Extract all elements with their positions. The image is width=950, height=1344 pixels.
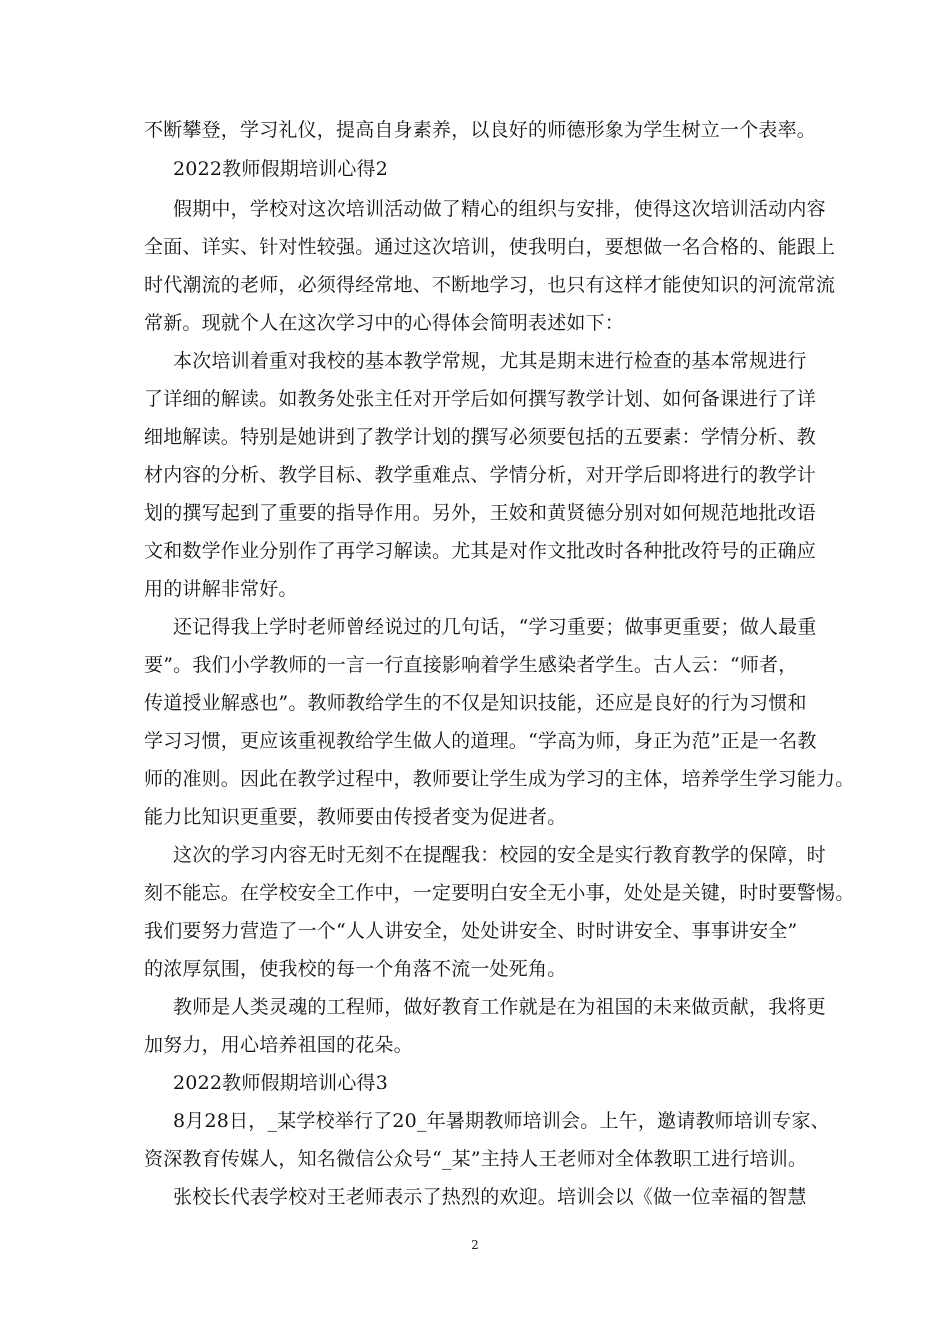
- paragraph-line: 时代潮流的老师，必须得经常地、不断地学习，也只有这样才能使知识的河流常流: [144, 274, 836, 296]
- paragraph-line: 要”。我们小学教师的一言一行直接影响着学生感染者学生。古人云：“师者，: [144, 654, 798, 676]
- paragraph-line: 加努力，用心培养祖国的花朵。: [144, 1034, 413, 1056]
- paragraph-line: 划的撰写起到了重要的指导作用。另外，王姣和黄贤德分别对如何规范地批改语: [144, 502, 817, 524]
- page-number: 2: [471, 1238, 479, 1252]
- paragraph-line: 还记得我上学时老师曾经说过的几句话，“学习重要；做事更重要；做人最重: [173, 616, 817, 638]
- paragraph-line: 用的讲解非常好。: [144, 578, 298, 600]
- paragraph-line: 了详细的解读。如教务处张主任对开学后如何撰写教学计划、如何备课进行了详: [144, 388, 817, 410]
- paragraph-line: 不断攀登，学习礼仪，提高自身素养，以良好的师德形象为学生树立一个表率。: [144, 119, 817, 141]
- paragraph-line: 这次的学习内容无时无刻不在提醒我：校园的安全是实行教育教学的保障，时: [173, 844, 826, 866]
- paragraph-line: 学习习惯，更应该重视教给学生做人的道理。“学高为师，身正为范”正是一名教: [144, 730, 817, 752]
- paragraph-line: 资深教育传媒人，知名微信公众号“_某”主持人王老师对全体教职工进行培训。: [144, 1148, 808, 1170]
- section-heading: 2022教师假期培训心得2: [173, 158, 389, 180]
- paragraph-line: 本次培训着重对我校的基本教学常规，尤其是期末进行检查的基本常规进行: [173, 350, 807, 372]
- paragraph-line: 的浓厚氛围，使我校的每一个角落不流一处死角。: [144, 958, 567, 980]
- paragraph-line: 师的准则。因此在教学过程中，教师要让学生成为学习的主体，培养学生学习能力。: [144, 768, 855, 790]
- paragraph-line: 常新。现就个人在这次学习中的心得体会简明表述如下：: [144, 312, 625, 334]
- paragraph-line: 能力比知识更重要，教师要由传授者变为促进者。: [144, 806, 567, 828]
- paragraph-line: 文和数学作业分别作了再学习解读。尤其是对作文批改时各种批改符号的正确应: [144, 540, 817, 562]
- paragraph-line: 8月28日，_某学校举行了20_年暑期教师培训会。上午，邀请教师培训专家、: [173, 1110, 830, 1132]
- paragraph-line: 传道授业解惑也”。教师教给学生的不仅是知识技能，还应是良好的行为习惯和: [144, 692, 807, 714]
- paragraph-line: 刻不能忘。在学校安全工作中，一定要明白安全无小事，处处是关键，时时要警惕。: [144, 882, 855, 904]
- paragraph-line: 全面、详实、针对性较强。通过这次培训，使我明白，要想做一名合格的、能跟上: [144, 236, 836, 258]
- paragraph-line: 材内容的分析、教学目标、教学重难点、学情分析，对开学后即将进行的教学计: [144, 464, 817, 486]
- section-heading: 2022教师假期培训心得3: [173, 1072, 389, 1094]
- paragraph-line: 教师是人类灵魂的工程师，做好教育工作就是在为祖国的未来做贡献，我将更: [173, 996, 826, 1018]
- paragraph-line: 假期中，学校对这次培训活动做了精心的组织与安排，使得这次培训活动内容: [173, 198, 826, 220]
- paragraph-line: 细地解读。特别是她讲到了教学计划的撰写必须要包括的五要素：学情分析、教: [144, 426, 817, 448]
- paragraph-line: 我们要努力营造了一个“人人讲安全，处处讲安全、时时讲安全、事事讲安全”: [144, 920, 798, 942]
- paragraph-line: 张校长代表学校对王老师表示了热烈的欢迎。培训会以《做一位幸福的智慧: [173, 1186, 807, 1208]
